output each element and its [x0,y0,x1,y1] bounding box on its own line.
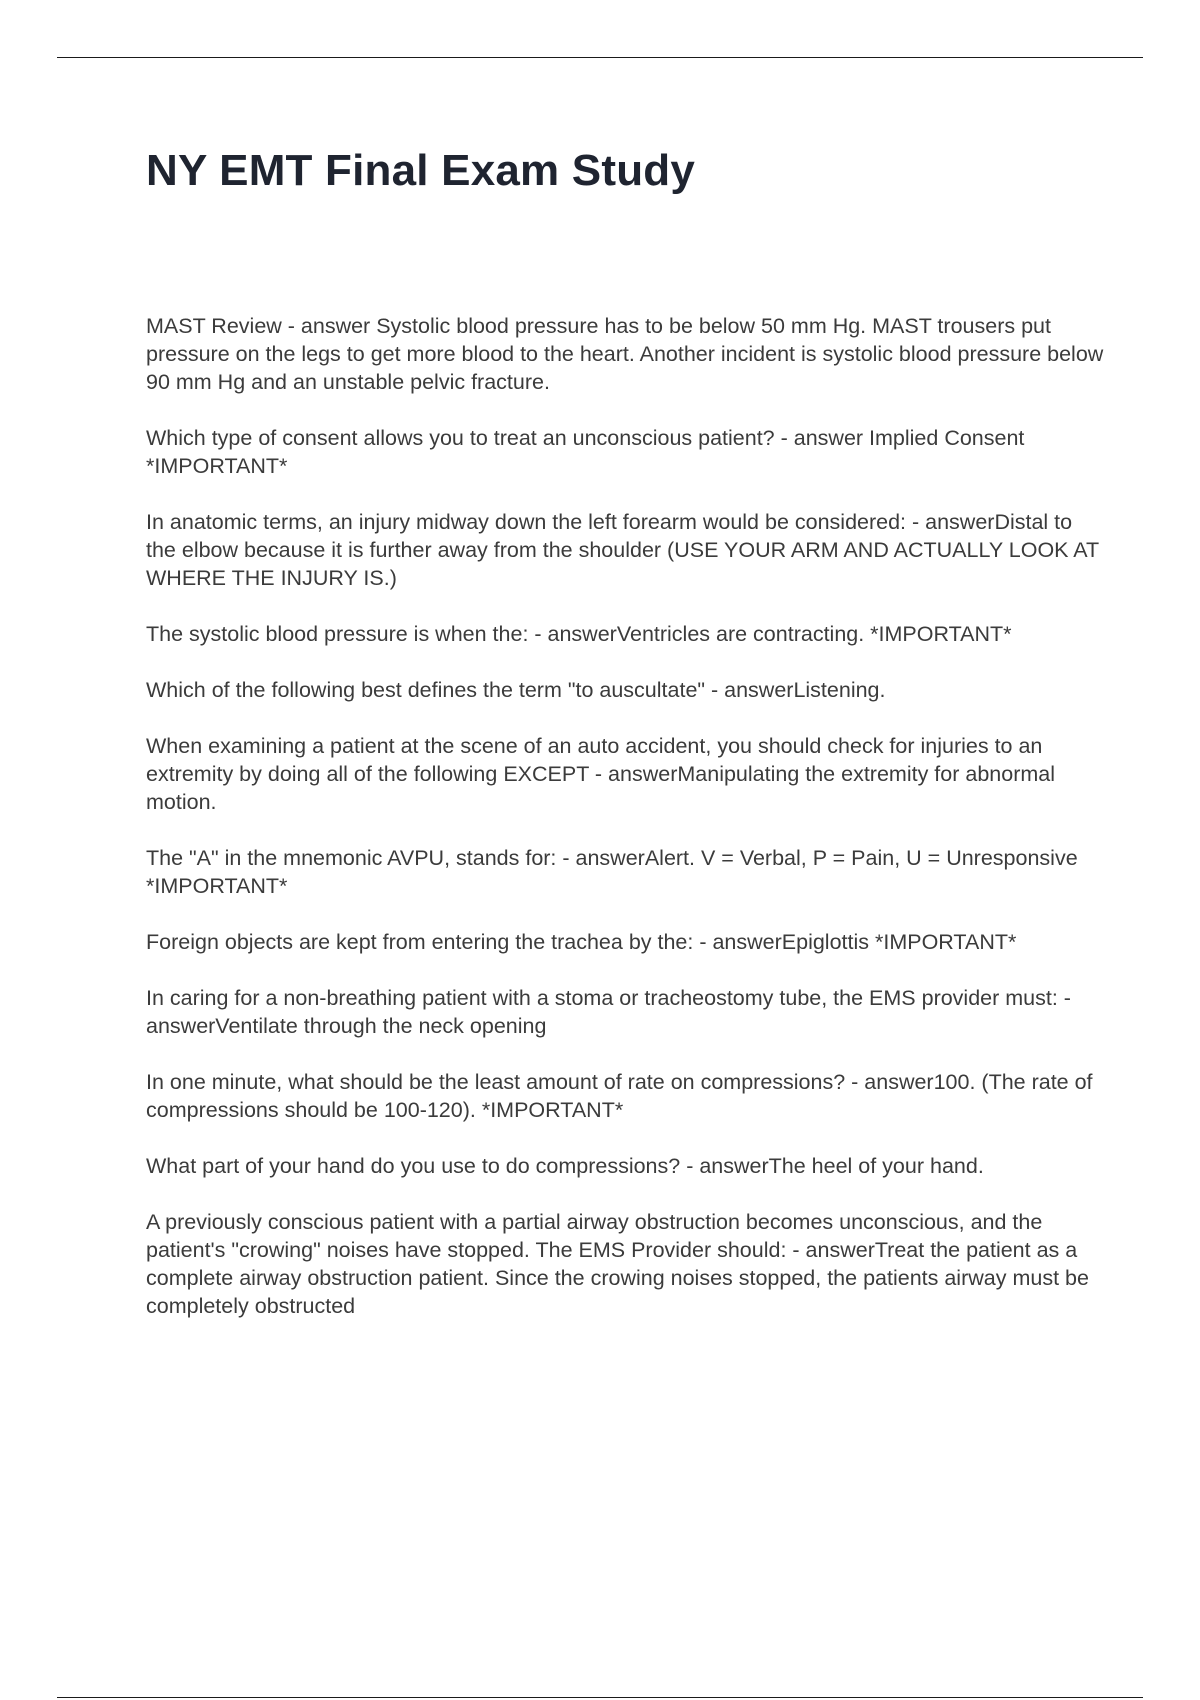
qa-item: In anatomic terms, an injury midway down the left forearm would be considered: - answerDistal to the elbow because it is further away from the shoulder (USE YOUR ARM AND ACTUALLY LOOK AT WHERE THE INJURY IS.) [146,510,1099,590]
qa-item: Which of the following best defines the term "to auscultate" - answerListening. [146,678,886,702]
qa-item: When examining a patient at the scene of an auto accident, you should check for injuries to an extremity by doing all of the following EXCEPT - answerManipulating the extremity for abnormal motion. [146,734,1055,814]
qa-item: In one minute, what should be the least amount of rate on compressions? - answer100. (The rate of compressions should be 100-120). *IMPORTANT* [146,1070,1093,1122]
qa-item: MAST Review - answer Systolic blood pressure has to be below 50 mm Hg. MAST trousers put pressure on the legs to get more blood to the heart. Another incident is systolic blood pressure below 90 mm Hg and an unstable pelvic fracture. [146,314,1104,394]
qa-item: Foreign objects are kept from entering the trachea by the: - answerEpiglottis *IMPORTANT* [146,930,1017,954]
qa-item: The "A" in the mnemonic AVPU, stands for: - answerAlert. V = Verbal, P = Pain, U = Unresponsive *IMPORTANT* [146,846,1078,898]
qa-item: A previously conscious patient with a partial airway obstruction becomes unconscious, and the patient's "crowing" noises have stopped. The EMS Provider should: - answerTreat the patient as a complete airway obstruction patient. Since the crowing noises stopped, the patients airway must be completely obstructed [146,1210,1089,1318]
qa-item: What part of your hand do you use to do compressions? - answerThe heel of your hand. [146,1154,984,1178]
page-title: NY EMT Final Exam Study [146,146,696,195]
qa-item: Which type of consent allows you to treat an unconscious patient? - answer Implied Consent *IMPORTANT* [146,426,1025,478]
bottom-rule [57,1697,1143,1698]
top-rule [57,57,1143,58]
qa-list [146,312,1106,1348]
qa-item: In caring for a non-breathing patient with a stoma or tracheostomy tube, the EMS provider must: - answerVentilate through the neck opening [146,986,1071,1038]
qa-item: The systolic blood pressure is when the: - answerVentricles are contracting. *IMPORTANT* [146,622,1012,646]
